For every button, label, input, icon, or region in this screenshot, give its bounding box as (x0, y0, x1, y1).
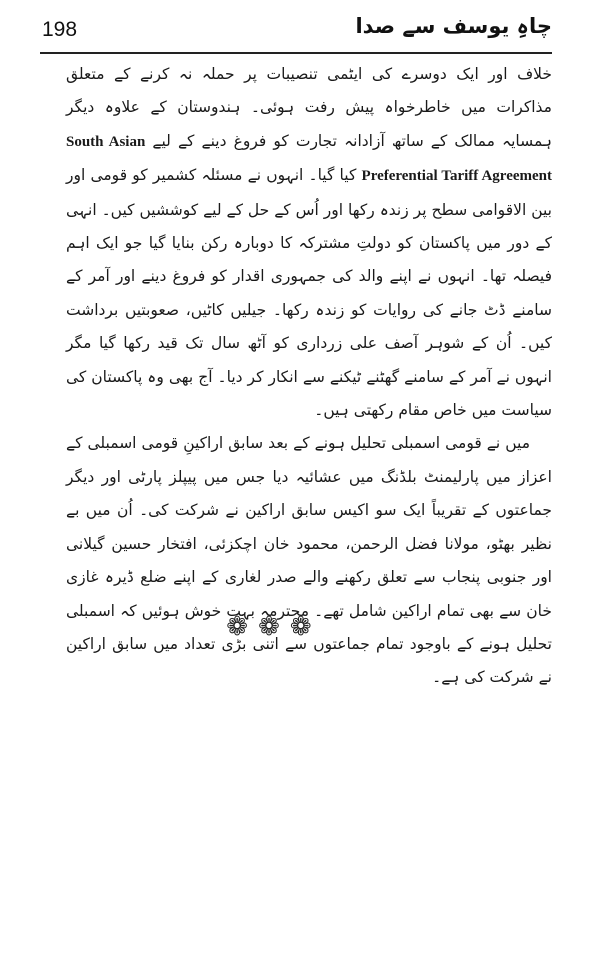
flower-ornament-icon: ❁ (289, 612, 322, 642)
paragraph-1-text-before: خلاف اور ایک دوسرے کی ایٹمی تنصیبات پر حملہ نہ کرنے کے متعلق مذاکرات میں خاطرخواہ پیش رفت ہوئی۔ ہندوستان کے علاوہ دیگر ہمسایہ ممالک کے ساتھ آزادانہ تجارت کو فروغ دینے کے لیے (66, 65, 552, 150)
running-title: چاہِ یوسف سے صدا (355, 14, 552, 38)
paragraph-2: میں نے قومی اسمبلی تحلیل ہونے کے بعد سابق اراکینِ قومی اسمبلی کے اعزاز میں پارلیمنٹ بلڈنگ میں عشائیہ دیا جس میں پیپلز پارٹی اور دیگر جماعتوں کے تقریباً ایک سو اکیس سابق اراکین نے شرکت کی۔ اُن میں بے نظیر بھٹو، مولانا فضل الرحمن، محمود خان اچکزئی، افتخار حسین گیلانی اور جنوبی پنجاب سے تعلق رکھنے والے صدر لغاری کے اپنے ضلع ڈیرہ غازی خان سے بھی تمام اراکین شامل تھے۔ محترمہ بہت خوش ہوئیں کہ اسمبلی تحلیل ہونے کے باوجود تمام جماعتوں سے اتنی بڑی تعداد میں سابق اراکین نے شرکت کی ہے۔ (66, 434, 552, 687)
section-ornament (0, 612, 548, 642)
paragraph-1 (66, 58, 552, 427)
flower-ornament-icon: ❁ (258, 612, 290, 642)
body-text (66, 58, 552, 695)
page-header (40, 14, 552, 54)
flower-ornament-icon: ❁ (226, 612, 259, 642)
paragraph-1-text-after: کیا گیا۔ انہوں نے مسئلہ کشمیر کو قومی اور بین الاقوامی سطح پر زندہ رکھا اور اُس کے حل کے لیے کوششیں کیں۔ انہی کے دور میں پاکستان کو دولتِ مشترکہ کا دوبارہ رکن بنایا گیا جو ایک اہم فیصلہ تھا۔ انہوں نے اپنے والد کی جمہوری اقدار کو فروغ دینے اور آمر کے سامنے ڈٹ جانے کی روایات کو زندہ رکھا۔ جیلیں کاٹیں، صعوبتیں برداشت کیں۔ اُن کے شوہر آصف علی زرداری کو آٹھ سال تک قید رکھا گیا مگر انہوں نے آمر کے سامنے گھٹنے ٹیکنے سے انکار کر دیا۔ آج بھی وہ پاکستان کی سیاست میں خاص مقام رکھتی ہیں۔ (66, 166, 552, 420)
english-phrase: South Asian Preferential Tariff Agreement (66, 133, 552, 185)
header-rule (40, 52, 552, 54)
page-number: 198 (42, 18, 78, 41)
